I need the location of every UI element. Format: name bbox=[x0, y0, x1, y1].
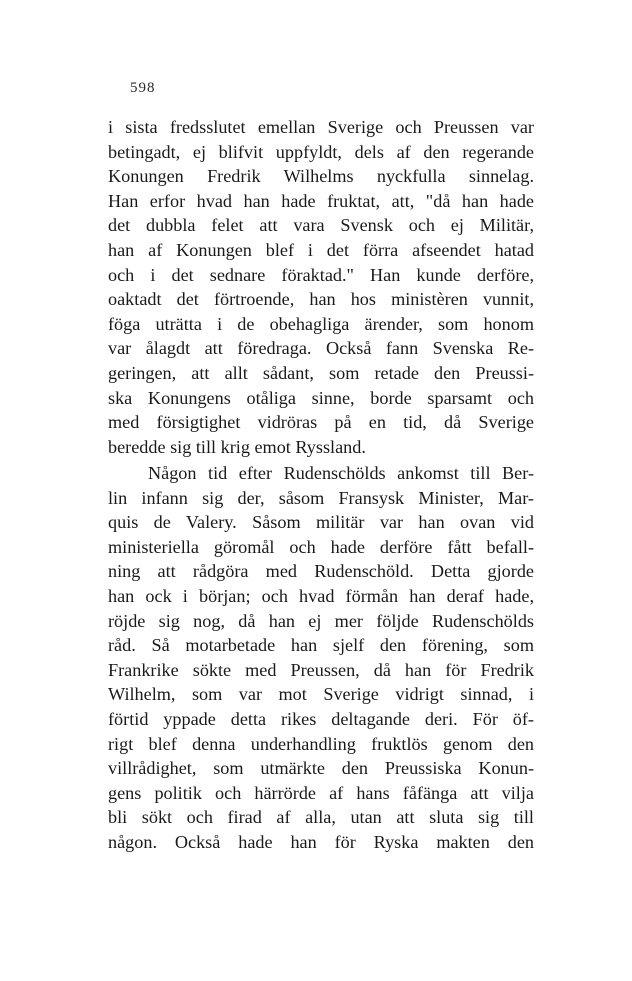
text-line: råd. Så motarbetade han sjelf den förening, som bbox=[108, 635, 534, 656]
text-line: ning att rådgöra med Rudenschöld. Detta gjorde bbox=[108, 561, 534, 582]
text-line: Han erfor hvad han hade fruktat, att, "då han hade bbox=[108, 190, 534, 211]
text-line: beredde sig till krig emot Ryssland. bbox=[108, 436, 366, 457]
text-line: Någon tid efter Rudenschölds ankomst till Ber- bbox=[148, 463, 534, 483]
text-line: Frankrike sökte med Preussen, då han för Fredrik bbox=[108, 659, 534, 680]
text-line: var ålagdt att föredraga. Också fann Svenska Re- bbox=[108, 338, 534, 359]
text-line: han af Konungen blef i det förra afseendet hatad bbox=[108, 239, 534, 260]
paragraph-1 bbox=[108, 115, 534, 459]
text-line: villrådighet, som utmärkte den Preussiska Konun- bbox=[108, 758, 534, 779]
page-number: 598 bbox=[130, 80, 156, 96]
text-line: ministeriella göromål och hade derföre fått befall- bbox=[108, 536, 534, 557]
text-line: föga uträtta i de obehagliga ärender, som honom bbox=[108, 313, 534, 334]
text-line: betingadt, ej blifvit uppfyldt, dels af den regerande bbox=[108, 141, 534, 162]
text-line: i sista fredsslutet emellan Sverige och Preussen var bbox=[108, 117, 534, 137]
paragraph-2 bbox=[108, 461, 534, 855]
text-line: Wilhelm, som var mot Sverige vidrigt sinnad, i bbox=[108, 684, 534, 705]
text-line: det dubbla felet att vara Svensk och ej Militär, bbox=[108, 215, 534, 236]
text-line: quis de Valery. Såsom militär var han ovan vid bbox=[108, 512, 534, 533]
text-line: och i det sednare föraktad." Han kunde derföre, bbox=[108, 264, 534, 285]
text-line: lin infann sig der, såsom Fransysk Minister, Mar- bbox=[108, 487, 534, 508]
text-line: oaktadt det förtroende, han hos ministèren vunnit, bbox=[108, 289, 534, 310]
text-line: ska Konungens otåliga sinne, borde sparsamt och bbox=[108, 387, 534, 408]
text-line: han ock i början; och hvad förmån han deraf hade, bbox=[108, 585, 534, 606]
text-line: bli sökt och firad af alla, utan att sluta sig till bbox=[108, 807, 534, 828]
text-line: Konungen Fredrik Wilhelms nyckfulla sinnelag. bbox=[108, 166, 534, 187]
text-line: röjde sig nog, då han ej mer följde Rudenschölds bbox=[108, 610, 534, 631]
text-line: förtid yppade detta rikes deltagande deri. För öf- bbox=[108, 708, 534, 729]
text-line: geringen, att allt sådant, som retade den Preussi- bbox=[108, 362, 534, 383]
text-line: gens politik och härrörde af hans fåfänga att vilja bbox=[108, 782, 534, 803]
text-line: någon. Också hade han för Ryska makten den bbox=[108, 831, 534, 852]
text-line: med försigtighet vidröras på en tid, då Sverige bbox=[108, 412, 534, 433]
text-line: rigt blef denna underhandling fruktlös genom den bbox=[108, 733, 534, 754]
